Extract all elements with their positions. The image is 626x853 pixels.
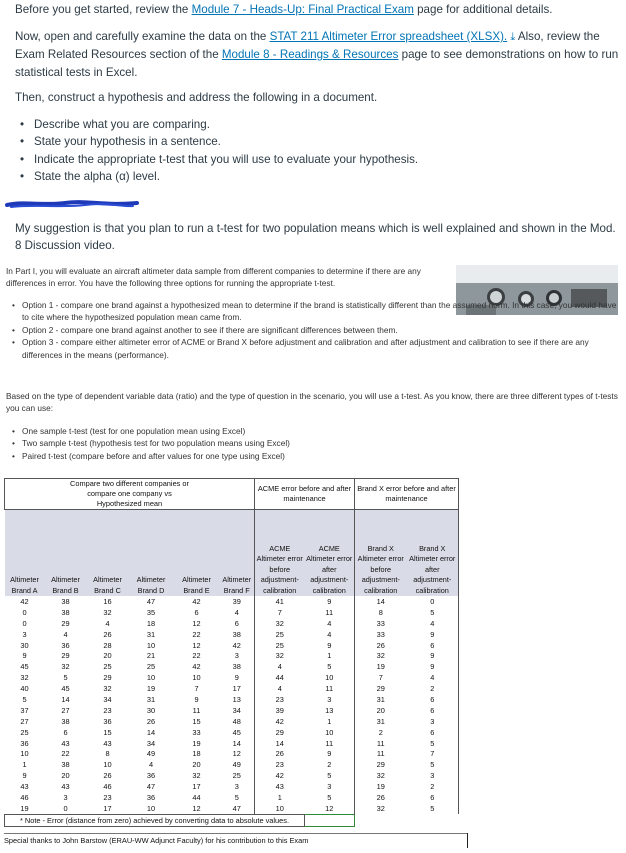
exam-paragraph-2: Based on the type of dependent variable data (ratio) and the type of question in the scenario, you will use a t-test. As you know, there are three different types of t-tests you can use: [6, 391, 618, 414]
table-cell: 30 [146, 705, 156, 715]
table-cell: 38 [61, 760, 70, 770]
table-cell: 33 [355, 618, 407, 629]
table-cell: 42 [192, 596, 201, 606]
table-cell: 10 [146, 673, 156, 683]
table-cell: 7 [194, 684, 199, 694]
column-header: Altimeter Brand D [129, 510, 174, 597]
download-icon[interactable]: ⤓ [510, 31, 516, 43]
table-cell: 29 [103, 673, 112, 683]
table-cell: 29 [255, 727, 305, 738]
list-item: • One sample t-test (test for one population mean using Excel) [22, 425, 612, 437]
table-cell: 19 [146, 684, 156, 694]
table-cell: 10 [146, 803, 156, 813]
table-cell: 49 [146, 749, 156, 759]
table-cell: 13 [325, 705, 334, 715]
table-cell: 34 [232, 705, 241, 715]
table-cell: 5 [407, 607, 459, 618]
table-cell: 5 [63, 673, 68, 683]
table-row [5, 596, 459, 607]
table-cell: 0 [407, 596, 459, 607]
table-cell: 4 [105, 618, 110, 628]
table-row [5, 738, 459, 749]
table-cell: 14 [232, 738, 241, 748]
list-item: • Indicate the appropriate t-test that you will use to evaluate your hypothesis. [34, 151, 418, 168]
table-cell: 3 [234, 782, 239, 792]
table-cell: 6 [194, 607, 199, 617]
table-cell: 29 [61, 618, 70, 628]
list-item: • Paired t-test (compare before and after values for one type using Excel) [22, 450, 612, 462]
table-cell: 9 [22, 771, 27, 781]
table-cell: 2 [407, 781, 459, 792]
table-cell: 26 [355, 792, 407, 803]
table-cell: 1 [22, 760, 27, 770]
table-cell: 38 [61, 596, 70, 606]
table-cell: 36 [61, 640, 70, 650]
table-cell: 15 [103, 727, 112, 737]
table-cell: 3 [22, 629, 27, 639]
table-cell: 5 [327, 662, 332, 672]
table-cell: 20 [61, 771, 70, 781]
column-header: Altimeter Brand C [87, 510, 129, 597]
table-cell: 14 [255, 738, 305, 749]
table-cell: 25 [255, 640, 305, 651]
table-cell: 32 [355, 770, 407, 781]
table-cell: 5 [327, 771, 332, 781]
table-note: * Note - Error (distance from zero) achieved by converting data to absolute values. [5, 814, 305, 826]
table-cell: 0 [22, 618, 27, 628]
table-cell: 3 [63, 792, 68, 802]
table-cell: 5 [22, 694, 27, 704]
column-header: ACME Altimeter error after adjustment-calibration [305, 510, 355, 597]
table-cell: 42 [255, 716, 305, 727]
scribble-annotation [5, 197, 145, 211]
module-7-link[interactable]: Module 7 - Heads-Up: Final Practical Exam [191, 3, 414, 16]
table-cell: 36 [146, 792, 156, 802]
table-cell: 23 [255, 694, 305, 705]
table-row [5, 607, 459, 618]
table-cell: 9 [407, 661, 459, 672]
table-cell: 43 [20, 782, 29, 792]
table-cell: 17 [192, 782, 201, 792]
table-cell: 31 [355, 694, 407, 705]
table-header-row [5, 510, 459, 597]
table-cell: 10 [325, 673, 334, 683]
table-row [5, 716, 459, 727]
group-title-brandx: Brand X error before and after maintenance [355, 479, 459, 510]
text-cursor [467, 833, 468, 848]
list-item: • Option 3 - compare either altimeter error of ACME or Brand X before adjustment and calibration and after adjustment and calibration to see if there are any differences in the means (performance). [22, 336, 620, 361]
table-cell: 32 [192, 771, 201, 781]
table-cell: 3 [327, 694, 332, 704]
table-cell: 17 [232, 684, 241, 694]
table-cell: 11 [325, 684, 334, 694]
table-cell: 42 [192, 662, 201, 672]
table-cell: 32 [61, 662, 70, 672]
table-cell: 18 [146, 618, 156, 628]
exam-paragraph-1: In Part I, you will evaluate an aircraft altimeter data sample from different companies to determine if there are any differences in error. You have the following three options for running the appropriate t-test. [6, 266, 421, 289]
table-row [5, 727, 459, 738]
table-cell: 32 [255, 650, 305, 661]
table-cell: 12 [325, 803, 334, 813]
table-cell: 33 [192, 727, 201, 737]
options-list [22, 299, 620, 361]
table-row [5, 748, 459, 759]
intro-text: Also, review the Exam Related Resources section of the [15, 30, 600, 61]
table-cell: 19 [20, 803, 29, 813]
table-cell: 10 [103, 760, 112, 770]
intro-text: Now, open and carefully examine the data on the [15, 30, 270, 43]
table-cell: 26 [255, 748, 305, 759]
table-cell: 32 [255, 618, 305, 629]
table-cell: 36 [146, 771, 156, 781]
table-cell: 25 [146, 662, 156, 672]
table-cell: 32 [20, 673, 29, 683]
table-cell: 36 [20, 738, 29, 748]
thanks-note: Special thanks to John Barstow (ERAU-WW Adjunct Faculty) for his contribution to this Exam [4, 833, 467, 848]
table-cell: 2 [327, 760, 332, 770]
table-cell: 6 [407, 705, 459, 716]
table-cell: 34 [103, 694, 112, 704]
table-cell: 2 [355, 727, 407, 738]
intro-text: page to see demonstrations on how to run statistical tests in Excel. [15, 48, 619, 79]
table-cell: 6 [407, 640, 459, 651]
table-cell: 31 [146, 694, 156, 704]
table-cell: 12 [192, 640, 201, 650]
table-cell: 5 [234, 792, 239, 802]
table-cell: 29 [355, 759, 407, 770]
intro-paragraph-2 [15, 28, 620, 82]
spreadsheet-link[interactable]: STAT 211 Altimeter Error spreadsheet (XLSX). [269, 30, 508, 43]
table-cell: 22 [192, 629, 201, 639]
table-cell: 22 [192, 651, 201, 661]
table-cell: 27 [20, 716, 29, 726]
table-cell: 32 [355, 650, 407, 661]
table-cell: 26 [103, 629, 112, 639]
table-cell: 26 [355, 640, 407, 651]
table-body [5, 596, 459, 814]
table-cell: 5 [407, 803, 459, 814]
table-cell: 0 [22, 607, 27, 617]
table-cell: 22 [61, 749, 70, 759]
table-cell: 4 [63, 629, 68, 639]
table-cell: 11 [355, 738, 407, 749]
table-cell: 15 [192, 716, 201, 726]
table-cell: 20 [355, 705, 407, 716]
table-cell: 39 [255, 705, 305, 716]
table-cell: 39 [232, 596, 241, 606]
table-cell: 21 [146, 651, 156, 661]
list-item: • Option 1 - compare one brand against a hypothesized mean to determine if the brand is statistically different than the assumed norm. In this case, you would have to cite where the hypothesized population mean came from. [22, 299, 620, 324]
table-cell: 49 [232, 760, 241, 770]
table-cell: 47 [146, 782, 156, 792]
table-row [5, 640, 459, 651]
table-cell: 2 [407, 683, 459, 694]
table-cell: 26 [103, 771, 112, 781]
table-cell: 29 [61, 651, 70, 661]
table-cell: 3 [407, 716, 459, 727]
table-cell: 32 [103, 684, 112, 694]
table-row [5, 683, 459, 694]
table-cell: 30 [20, 640, 29, 650]
table-cell: 11 [192, 705, 201, 715]
table-cell: 4 [255, 683, 305, 694]
list-item: • Two sample t-test (hypothesis test for two population means using Excel) [22, 437, 612, 449]
table-cell: 27 [61, 705, 70, 715]
list-item: • Option 2 - compare one brand against another to see if there are significant differences between them. [22, 324, 620, 336]
table-row [5, 705, 459, 716]
table-cell: 45 [61, 684, 70, 694]
table-cell: 38 [61, 716, 70, 726]
table-cell: 20 [103, 651, 112, 661]
table-cell: 4 [327, 618, 332, 628]
table-row [5, 661, 459, 672]
table-cell: 3 [234, 651, 239, 661]
module-8-link[interactable]: Module 8 - Readings & Resources [221, 48, 399, 61]
table-cell: 4 [255, 661, 305, 672]
table-row [5, 792, 459, 803]
group-title-acme: ACME error before and after maintenance [255, 479, 355, 510]
table-cell: 35 [146, 607, 156, 617]
column-header: Brand X Altimeter error after adjustment-calibration [407, 510, 459, 597]
table-row [5, 672, 459, 683]
column-header: Altimeter Brand B [45, 510, 87, 597]
table-cell: 7 [255, 607, 305, 618]
table-cell: 25 [255, 629, 305, 640]
table-row [5, 770, 459, 781]
table-cell: 1 [255, 792, 305, 803]
table-cell: 19 [355, 661, 407, 672]
intro-text: page for additional details. [413, 3, 553, 16]
list-item: • State your hypothesis in a sentence. [34, 133, 418, 150]
table-row [5, 629, 459, 640]
table-cell: 36 [103, 716, 112, 726]
list-item: • State the alpha (α) level. [34, 168, 418, 185]
table-cell: 43 [255, 781, 305, 792]
table-cell: 10 [255, 803, 305, 814]
table-cell: 16 [103, 596, 112, 606]
table-cell: 12 [192, 803, 201, 813]
table-cell: 32 [355, 803, 407, 814]
table-cell: 5 [327, 792, 332, 802]
table-cell: 41 [255, 596, 305, 607]
intro-paragraph-1 [15, 1, 552, 19]
table-row [5, 694, 459, 705]
table-cell: 47 [146, 596, 156, 606]
group-title-companies: Compare two different companies or compare one company vs Hypothesized mean [5, 479, 255, 510]
table-cell: 20 [192, 760, 201, 770]
table-cell: 43 [61, 782, 70, 792]
table-cell: 5 [407, 759, 459, 770]
table-cell: 0 [63, 803, 68, 813]
table-cell: 9 [234, 673, 239, 683]
table-cell: 1 [327, 716, 332, 726]
table-row [5, 781, 459, 792]
table-cell: 18 [192, 749, 201, 759]
table-cell: 44 [255, 672, 305, 683]
table-cell: 13 [232, 694, 241, 704]
table-cell: 25 [103, 662, 112, 672]
column-header: Altimeter Brand E [174, 510, 220, 597]
table-cell: 19 [192, 738, 201, 748]
selected-cell[interactable] [305, 814, 355, 826]
table-cell: 44 [192, 792, 201, 802]
intro-text: Before you get started, review the [15, 3, 192, 16]
table-cell: 7 [355, 672, 407, 683]
table-row [5, 650, 459, 661]
table-cell: 6 [234, 618, 239, 628]
list-item: • Describe what you are comparing. [34, 116, 418, 133]
table-cell: 31 [146, 629, 156, 639]
table-cell: 11 [355, 748, 407, 759]
table-cell: 12 [192, 618, 201, 628]
table-cell: 4 [148, 760, 154, 770]
table-row [5, 759, 459, 770]
table-cell: 38 [232, 629, 241, 639]
table-cell: 46 [103, 782, 112, 792]
table-cell: 9 [22, 651, 27, 661]
column-header: Altimeter Brand A [5, 510, 45, 597]
table-cell: 1 [327, 651, 332, 661]
table-cell: 26 [146, 716, 156, 726]
table-cell: 42 [20, 596, 29, 606]
table-cell: 14 [355, 596, 407, 607]
table-cell: 43 [61, 738, 70, 748]
table-cell: 11 [325, 738, 334, 748]
column-header: ACME Altimeter error before adjustment-calibration [255, 510, 305, 597]
table-cell: 8 [105, 749, 110, 759]
table-cell: 23 [103, 792, 112, 802]
table-cell: 33 [355, 629, 407, 640]
table-cell: 4 [234, 607, 239, 617]
table-cell: 19 [355, 781, 407, 792]
table-cell: 42 [255, 770, 305, 781]
table-cell: 5 [407, 738, 459, 749]
table-cell: 45 [232, 727, 241, 737]
table-cell: 23 [103, 705, 112, 715]
table-cell: 8 [355, 607, 407, 618]
table-cell: 10 [192, 673, 201, 683]
table-cell: 4 [327, 629, 332, 639]
table-cell: 4 [407, 618, 459, 629]
table-cell: 25 [232, 771, 241, 781]
intro-paragraph-3: Then, construct a hypothesis and address the following in a document. [15, 91, 378, 104]
table-row [5, 618, 459, 629]
table-cell: 6 [407, 792, 459, 803]
table-cell: 42 [232, 640, 241, 650]
table-cell: 9 [407, 650, 459, 661]
ttest-types-list [22, 425, 612, 462]
table-cell: 34 [146, 738, 156, 748]
table-cell: 10 [20, 749, 29, 759]
table-cell: 9 [407, 629, 459, 640]
table-cell: 6 [63, 727, 68, 737]
table-cell: 3 [327, 782, 332, 792]
table-cell: 7 [407, 748, 459, 759]
column-header: Altimeter Brand F [220, 510, 255, 597]
table-cell: 17 [103, 803, 112, 813]
requirements-list [34, 116, 418, 186]
table-cell: 9 [327, 596, 332, 606]
table-cell: 38 [232, 662, 241, 672]
table-cell: 10 [146, 640, 156, 650]
table-cell: 4 [407, 672, 459, 683]
table-cell: 40 [20, 684, 29, 694]
altimeter-data-table [4, 478, 459, 827]
suggestion-text: My suggestion is that you plan to run a t-test for two population means which is well explained and shown in the Mod. 8 Discussion video. [15, 222, 616, 252]
table-cell: 46 [20, 792, 29, 802]
table-cell: 28 [103, 640, 112, 650]
table-cell: 48 [232, 716, 241, 726]
table-cell: 31 [355, 716, 407, 727]
table-cell: 32 [103, 607, 112, 617]
table-cell: 12 [232, 749, 241, 759]
table-cell: 9 [327, 640, 332, 650]
table-cell: 25 [20, 727, 29, 737]
table-cell: 47 [232, 803, 241, 813]
table-cell: 37 [20, 705, 29, 715]
table-cell: 11 [325, 607, 334, 617]
table-cell: 9 [194, 694, 199, 704]
table-cell: 23 [255, 759, 305, 770]
column-header: Brand X Altimeter error before adjustment-calibration [355, 510, 407, 597]
table-cell: 6 [407, 694, 459, 705]
table-cell: 9 [327, 749, 332, 759]
table-cell: 43 [103, 738, 112, 748]
table-cell: 14 [146, 727, 156, 737]
table-cell: 14 [61, 694, 70, 704]
table-cell: 38 [61, 607, 70, 617]
table-cell: 6 [407, 727, 459, 738]
table-cell: 10 [325, 727, 334, 737]
table-cell: 29 [355, 683, 407, 694]
table-row [5, 803, 459, 814]
table-cell: 45 [20, 662, 29, 672]
table-cell: 3 [407, 770, 459, 781]
